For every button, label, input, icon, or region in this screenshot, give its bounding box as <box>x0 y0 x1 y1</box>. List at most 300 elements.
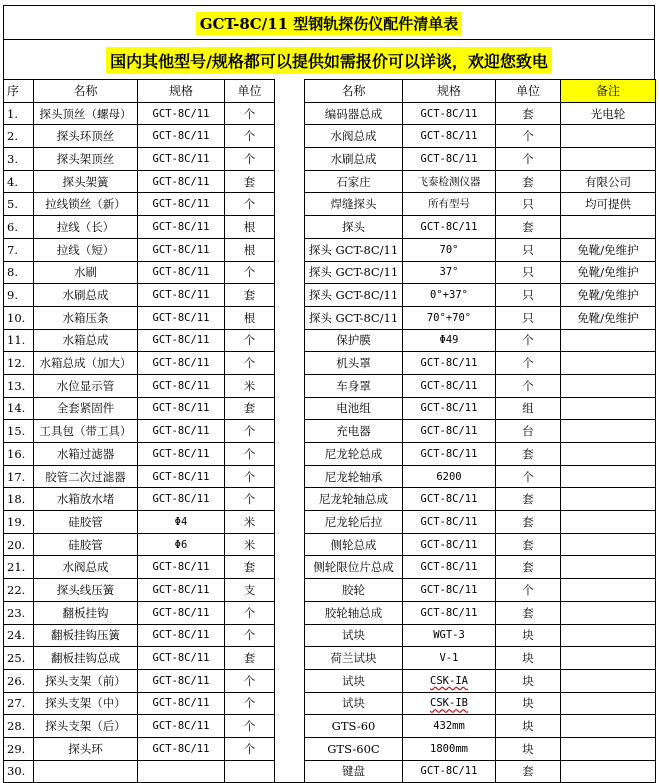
subtitle-row <box>3 39 655 79</box>
left-name-cell: 探头顶丝（螺母） <box>34 102 138 125</box>
left-spec-cell: GCT-8C/11 <box>138 737 225 760</box>
left-name-cell: 翻板挂钩 <box>34 601 138 624</box>
column-gap <box>275 488 305 511</box>
note-cell <box>561 647 656 670</box>
left-name-cell: 探头架簧 <box>34 170 138 193</box>
column-gap <box>275 737 305 760</box>
right-unit-cell: 个 <box>496 148 561 171</box>
left-name-cell: 水刷总成 <box>34 284 138 307</box>
left-unit-cell: 个 <box>225 601 275 624</box>
seq-cell: 15. <box>4 420 34 443</box>
column-gap <box>275 647 305 670</box>
left-name-cell: 水箱放水堵 <box>34 488 138 511</box>
seq-cell: 14. <box>4 397 34 420</box>
header-seq: 序 <box>4 80 34 103</box>
right-spec-cell: GCT-8C/11 <box>403 102 496 125</box>
right-spec-cell <box>403 669 496 692</box>
left-unit-cell: 个 <box>225 261 275 284</box>
left-spec-cell: GCT-8C/11 <box>138 443 225 466</box>
left-spec-cell: GCT-8C/11 <box>138 397 225 420</box>
left-unit-cell: 套 <box>225 397 275 420</box>
left-name-cell <box>34 760 138 783</box>
right-spec-cell: 飞泰检测仪器 <box>403 170 496 193</box>
left-unit-cell: 个 <box>225 715 275 738</box>
note-cell <box>561 601 656 624</box>
column-gap <box>275 374 305 397</box>
right-spec-cell: GCT-8C/11 <box>403 533 496 556</box>
right-name-cell: 石家庄 <box>305 170 403 193</box>
right-unit-cell: 套 <box>496 170 561 193</box>
right-spec-cell: 0°+37° <box>403 284 496 307</box>
note-cell <box>561 692 656 715</box>
left-unit-cell: 个 <box>225 737 275 760</box>
left-name-cell: 水位显示管 <box>34 374 138 397</box>
left-name-cell: 探头环 <box>34 737 138 760</box>
left-unit-cell: 个 <box>225 102 275 125</box>
left-unit-cell: 个 <box>225 669 275 692</box>
table-row <box>4 737 656 760</box>
right-spec-cell: V-1 <box>403 647 496 670</box>
left-spec-cell: GCT-8C/11 <box>138 216 225 239</box>
seq-cell: 3. <box>4 148 34 171</box>
table-row <box>4 420 656 443</box>
table-row <box>4 760 656 783</box>
left-unit-cell: 米 <box>225 511 275 534</box>
left-unit-cell: 个 <box>225 443 275 466</box>
note-cell <box>561 374 656 397</box>
left-unit-cell: 个 <box>225 692 275 715</box>
right-unit-cell: 块 <box>496 647 561 670</box>
left-name-cell: 拉线锁丝（新） <box>34 193 138 216</box>
table-row <box>4 511 656 534</box>
left-name-cell: 水箱总成（加大） <box>34 352 138 375</box>
table-row <box>4 692 656 715</box>
left-name-cell: 工具包（带工具） <box>34 420 138 443</box>
right-name-cell: 尼龙轮轴承 <box>305 465 403 488</box>
left-name-cell: 水箱过滤器 <box>34 443 138 466</box>
note-cell: 有限公司 <box>561 170 656 193</box>
left-unit-cell: 根 <box>225 238 275 261</box>
seq-cell: 12. <box>4 352 34 375</box>
note-cell <box>561 533 656 556</box>
left-spec-cell: GCT-8C/11 <box>138 579 225 602</box>
left-spec-cell: GCT-8C/11 <box>138 420 225 443</box>
left-unit-cell: 套 <box>225 170 275 193</box>
right-unit-cell: 块 <box>496 737 561 760</box>
right-name-cell: 尼龙轮轴总成 <box>305 488 403 511</box>
right-spec-cell: 6200 <box>403 465 496 488</box>
seq-cell: 4. <box>4 170 34 193</box>
left-name-cell: 探头架顶丝 <box>34 148 138 171</box>
note-cell <box>561 669 656 692</box>
right-unit-cell: 台 <box>496 420 561 443</box>
left-name-cell: 水阀总成 <box>34 556 138 579</box>
right-unit-cell: 套 <box>496 102 561 125</box>
seq-cell: 19. <box>4 511 34 534</box>
left-name-cell: 拉线（长） <box>34 216 138 239</box>
left-spec-cell: GCT-8C/11 <box>138 102 225 125</box>
table-row <box>4 261 656 284</box>
left-name-cell: 硅胶管 <box>34 511 138 534</box>
table-row <box>4 125 656 148</box>
note-cell <box>561 420 656 443</box>
right-unit-cell: 只 <box>496 284 561 307</box>
seq-cell: 18. <box>4 488 34 511</box>
left-unit-cell: 套 <box>225 284 275 307</box>
right-name-cell: 探头 <box>305 216 403 239</box>
right-spec-cell: 70°+70° <box>403 306 496 329</box>
left-spec-cell: GCT-8C/11 <box>138 715 225 738</box>
header-right-unit: 单位 <box>496 80 561 103</box>
right-name-cell: 试块 <box>305 669 403 692</box>
seq-cell: 20. <box>4 533 34 556</box>
table-row <box>4 329 656 352</box>
left-unit-cell: 根 <box>225 216 275 239</box>
seq-cell: 21. <box>4 556 34 579</box>
seq-cell: 24. <box>4 624 34 647</box>
right-spec-cell: 所有型号 <box>403 193 496 216</box>
right-unit-cell: 套 <box>496 760 561 783</box>
header-note: 备注 <box>561 80 656 103</box>
seq-cell: 7. <box>4 238 34 261</box>
seq-cell: 9. <box>4 284 34 307</box>
right-name-cell: 侧轮总成 <box>305 533 403 556</box>
left-spec-cell: GCT-8C/11 <box>138 148 225 171</box>
left-spec-cell: GCT-8C/11 <box>138 306 225 329</box>
parts-list-sheet <box>3 5 655 783</box>
right-spec-cell: GCT-8C/11 <box>403 601 496 624</box>
seq-cell: 1. <box>4 102 34 125</box>
header-right-spec: 规格 <box>403 80 496 103</box>
column-gap <box>275 420 305 443</box>
right-name-cell: 胶轮轴总成 <box>305 601 403 624</box>
seq-cell: 13. <box>4 374 34 397</box>
left-unit-cell: 米 <box>225 374 275 397</box>
spec-text: CSK-IB <box>430 697 468 710</box>
right-spec-cell: 70° <box>403 238 496 261</box>
right-unit-cell: 套 <box>496 488 561 511</box>
column-gap <box>275 216 305 239</box>
left-spec-cell: GCT-8C/11 <box>138 170 225 193</box>
right-name-cell: 焊缝探头 <box>305 193 403 216</box>
left-name-cell: 探头环顶丝 <box>34 125 138 148</box>
right-spec-cell: WGT-3 <box>403 624 496 647</box>
left-spec-cell <box>138 760 225 783</box>
note-cell <box>561 125 656 148</box>
seq-cell: 6. <box>4 216 34 239</box>
note-cell <box>561 715 656 738</box>
column-gap <box>275 352 305 375</box>
note-cell: 免靴/免维护 <box>561 306 656 329</box>
table-row <box>4 284 656 307</box>
left-spec-cell: GCT-8C/11 <box>138 238 225 261</box>
table-row <box>4 533 656 556</box>
note-cell <box>561 556 656 579</box>
left-unit-cell: 个 <box>225 148 275 171</box>
table-row <box>4 216 656 239</box>
note-cell <box>561 148 656 171</box>
seq-cell: 17. <box>4 465 34 488</box>
right-spec-cell: 37° <box>403 261 496 284</box>
right-name-cell: 尼龙轮后拉 <box>305 511 403 534</box>
note-cell <box>561 488 656 511</box>
table-row <box>4 238 656 261</box>
left-name-cell: 翻板挂钩总成 <box>34 647 138 670</box>
column-gap <box>275 443 305 466</box>
right-name-cell: 探头 GCT-8C/11 <box>305 261 403 284</box>
note-cell: 光电轮 <box>561 102 656 125</box>
note-cell: 免靴/免维护 <box>561 238 656 261</box>
table-row <box>4 170 656 193</box>
column-gap <box>275 511 305 534</box>
left-name-cell: 探头支架（前） <box>34 669 138 692</box>
spec-text: CSK-IA <box>430 674 468 687</box>
note-cell: 免靴/免维护 <box>561 261 656 284</box>
column-gap <box>275 533 305 556</box>
left-name-cell: 探头支架（中） <box>34 692 138 715</box>
right-spec-cell: 1800mm <box>403 737 496 760</box>
note-cell <box>561 216 656 239</box>
left-spec-cell: GCT-8C/11 <box>138 329 225 352</box>
right-name-cell: 电池组 <box>305 397 403 420</box>
left-unit-cell: 根 <box>225 306 275 329</box>
right-spec-cell: GCT-8C/11 <box>403 420 496 443</box>
header-left-spec: 规格 <box>138 80 225 103</box>
table-row <box>4 556 656 579</box>
table-row <box>4 193 656 216</box>
table-row <box>4 102 656 125</box>
seq-cell: 27. <box>4 692 34 715</box>
note-cell <box>561 737 656 760</box>
right-unit-cell: 个 <box>496 352 561 375</box>
left-unit-cell: 个 <box>225 125 275 148</box>
right-name-cell: 编码器总成 <box>305 102 403 125</box>
left-unit-cell <box>225 760 275 783</box>
right-spec-cell: GCT-8C/11 <box>403 216 496 239</box>
left-spec-cell: GCT-8C/11 <box>138 488 225 511</box>
header-left-name: 名称 <box>34 80 138 103</box>
table-row <box>4 306 656 329</box>
table-row <box>4 374 656 397</box>
left-spec-cell: GCT-8C/11 <box>138 352 225 375</box>
right-spec-cell: 432mm <box>403 715 496 738</box>
right-unit-cell: 组 <box>496 397 561 420</box>
right-unit-cell: 套 <box>496 511 561 534</box>
left-unit-cell: 个 <box>225 488 275 511</box>
right-spec-cell: GCT-8C/11 <box>403 760 496 783</box>
seq-cell: 23. <box>4 601 34 624</box>
right-name-cell: 探头 GCT-8C/11 <box>305 284 403 307</box>
table-row <box>4 601 656 624</box>
note-cell <box>561 465 656 488</box>
column-gap <box>275 193 305 216</box>
parts-table <box>3 79 656 783</box>
right-spec-cell <box>403 692 496 715</box>
right-unit-cell: 只 <box>496 238 561 261</box>
right-name-cell: 键盘 <box>305 760 403 783</box>
right-name-cell: 胶轮 <box>305 579 403 602</box>
seq-cell: 25. <box>4 647 34 670</box>
seq-cell: 10. <box>4 306 34 329</box>
column-gap <box>275 579 305 602</box>
right-name-cell: GTS-60 <box>305 715 403 738</box>
right-name-cell: 荷兰试块 <box>305 647 403 670</box>
right-spec-cell: GCT-8C/11 <box>403 148 496 171</box>
right-spec-cell: GCT-8C/11 <box>403 443 496 466</box>
right-unit-cell: 块 <box>496 715 561 738</box>
right-unit-cell: 个 <box>496 374 561 397</box>
left-name-cell: 水箱压条 <box>34 306 138 329</box>
left-name-cell: 翻板挂钩压簧 <box>34 624 138 647</box>
seq-cell: 5. <box>4 193 34 216</box>
left-name-cell: 水刷 <box>34 261 138 284</box>
left-unit-cell: 套 <box>225 647 275 670</box>
table-header-row <box>4 80 656 103</box>
column-gap <box>275 601 305 624</box>
left-name-cell: 胶管二次过滤器 <box>34 465 138 488</box>
left-spec-cell: Φ4 <box>138 511 225 534</box>
column-gap <box>275 397 305 420</box>
note-cell: 均可提供 <box>561 193 656 216</box>
right-name-cell: 机头罩 <box>305 352 403 375</box>
table-row <box>4 488 656 511</box>
left-unit-cell: 个 <box>225 465 275 488</box>
note-cell <box>561 352 656 375</box>
column-gap <box>275 556 305 579</box>
right-spec-cell: GCT-8C/11 <box>403 511 496 534</box>
left-spec-cell: GCT-8C/11 <box>138 692 225 715</box>
right-unit-cell: 只 <box>496 193 561 216</box>
column-gap <box>275 80 305 103</box>
right-spec-cell: GCT-8C/11 <box>403 352 496 375</box>
left-spec-cell: GCT-8C/11 <box>138 556 225 579</box>
header-right-name: 名称 <box>305 80 403 103</box>
note-cell: 免靴/免维护 <box>561 284 656 307</box>
table-row <box>4 465 656 488</box>
column-gap <box>275 329 305 352</box>
right-unit-cell: 块 <box>496 669 561 692</box>
sheet-title: GCT-8C/11 型钢轨探伤仪配件清单表 <box>196 12 463 35</box>
left-unit-cell: 个 <box>225 624 275 647</box>
seq-cell: 28. <box>4 715 34 738</box>
left-name-cell: 水箱总成 <box>34 329 138 352</box>
table-row <box>4 647 656 670</box>
right-name-cell: 保护膜 <box>305 329 403 352</box>
right-unit-cell: 只 <box>496 306 561 329</box>
note-cell <box>561 443 656 466</box>
left-name-cell: 硅胶管 <box>34 533 138 556</box>
left-name-cell: 拉线（短） <box>34 238 138 261</box>
table-row <box>4 715 656 738</box>
table-row <box>4 397 656 420</box>
left-unit-cell: 套 <box>225 556 275 579</box>
left-name-cell: 探头支架（后） <box>34 715 138 738</box>
left-name-cell: 探头线压簧 <box>34 579 138 602</box>
header-left-unit: 单位 <box>225 80 275 103</box>
left-name-cell: 全套紧固件 <box>34 397 138 420</box>
seq-cell: 16. <box>4 443 34 466</box>
left-unit-cell: 个 <box>225 193 275 216</box>
note-cell <box>561 624 656 647</box>
table-row <box>4 669 656 692</box>
column-gap <box>275 669 305 692</box>
column-gap <box>275 624 305 647</box>
right-name-cell: 探头 GCT-8C/11 <box>305 306 403 329</box>
column-gap <box>275 465 305 488</box>
left-spec-cell: GCT-8C/11 <box>138 647 225 670</box>
left-spec-cell: GCT-8C/11 <box>138 193 225 216</box>
title-row <box>3 5 655 39</box>
seq-cell: 11. <box>4 329 34 352</box>
column-gap <box>275 238 305 261</box>
right-name-cell: 水刷总成 <box>305 148 403 171</box>
right-spec-cell: GCT-8C/11 <box>403 374 496 397</box>
column-gap <box>275 125 305 148</box>
column-gap <box>275 148 305 171</box>
note-cell <box>561 760 656 783</box>
right-spec-cell: GCT-8C/11 <box>403 579 496 602</box>
right-name-cell: 充电器 <box>305 420 403 443</box>
column-gap <box>275 170 305 193</box>
right-spec-cell: GCT-8C/11 <box>403 556 496 579</box>
seq-cell: 8. <box>4 261 34 284</box>
right-name-cell: 尼龙轮总成 <box>305 443 403 466</box>
left-spec-cell: GCT-8C/11 <box>138 261 225 284</box>
left-unit-cell: 个 <box>225 329 275 352</box>
table-row <box>4 352 656 375</box>
left-spec-cell: GCT-8C/11 <box>138 284 225 307</box>
right-unit-cell: 个 <box>496 125 561 148</box>
left-spec-cell: GCT-8C/11 <box>138 624 225 647</box>
column-gap <box>275 261 305 284</box>
right-unit-cell: 套 <box>496 216 561 239</box>
seq-cell: 26. <box>4 669 34 692</box>
table-row <box>4 443 656 466</box>
left-unit-cell: 支 <box>225 579 275 602</box>
right-unit-cell: 只 <box>496 261 561 284</box>
left-spec-cell: GCT-8C/11 <box>138 669 225 692</box>
right-unit-cell: 个 <box>496 465 561 488</box>
note-cell <box>561 329 656 352</box>
column-gap <box>275 760 305 783</box>
right-spec-cell: GCT-8C/11 <box>403 488 496 511</box>
table-row <box>4 624 656 647</box>
right-name-cell: 探头 GCT-8C/11 <box>305 238 403 261</box>
right-name-cell: 侧轮限位片总成 <box>305 556 403 579</box>
left-unit-cell: 米 <box>225 533 275 556</box>
right-name-cell: 试块 <box>305 692 403 715</box>
left-spec-cell: GCT-8C/11 <box>138 125 225 148</box>
seq-cell: 30. <box>4 760 34 783</box>
left-spec-cell: Φ6 <box>138 533 225 556</box>
right-unit-cell: 个 <box>496 579 561 602</box>
note-cell <box>561 397 656 420</box>
note-cell <box>561 579 656 602</box>
column-gap <box>275 715 305 738</box>
left-unit-cell: 个 <box>225 420 275 443</box>
column-gap <box>275 692 305 715</box>
note-cell <box>561 511 656 534</box>
column-gap <box>275 102 305 125</box>
column-gap <box>275 284 305 307</box>
table-row <box>4 579 656 602</box>
right-name-cell: GTS-60C <box>305 737 403 760</box>
column-gap <box>275 306 305 329</box>
left-unit-cell: 个 <box>225 352 275 375</box>
right-unit-cell: 块 <box>496 692 561 715</box>
right-spec-cell: GCT-8C/11 <box>403 125 496 148</box>
right-unit-cell: 套 <box>496 556 561 579</box>
